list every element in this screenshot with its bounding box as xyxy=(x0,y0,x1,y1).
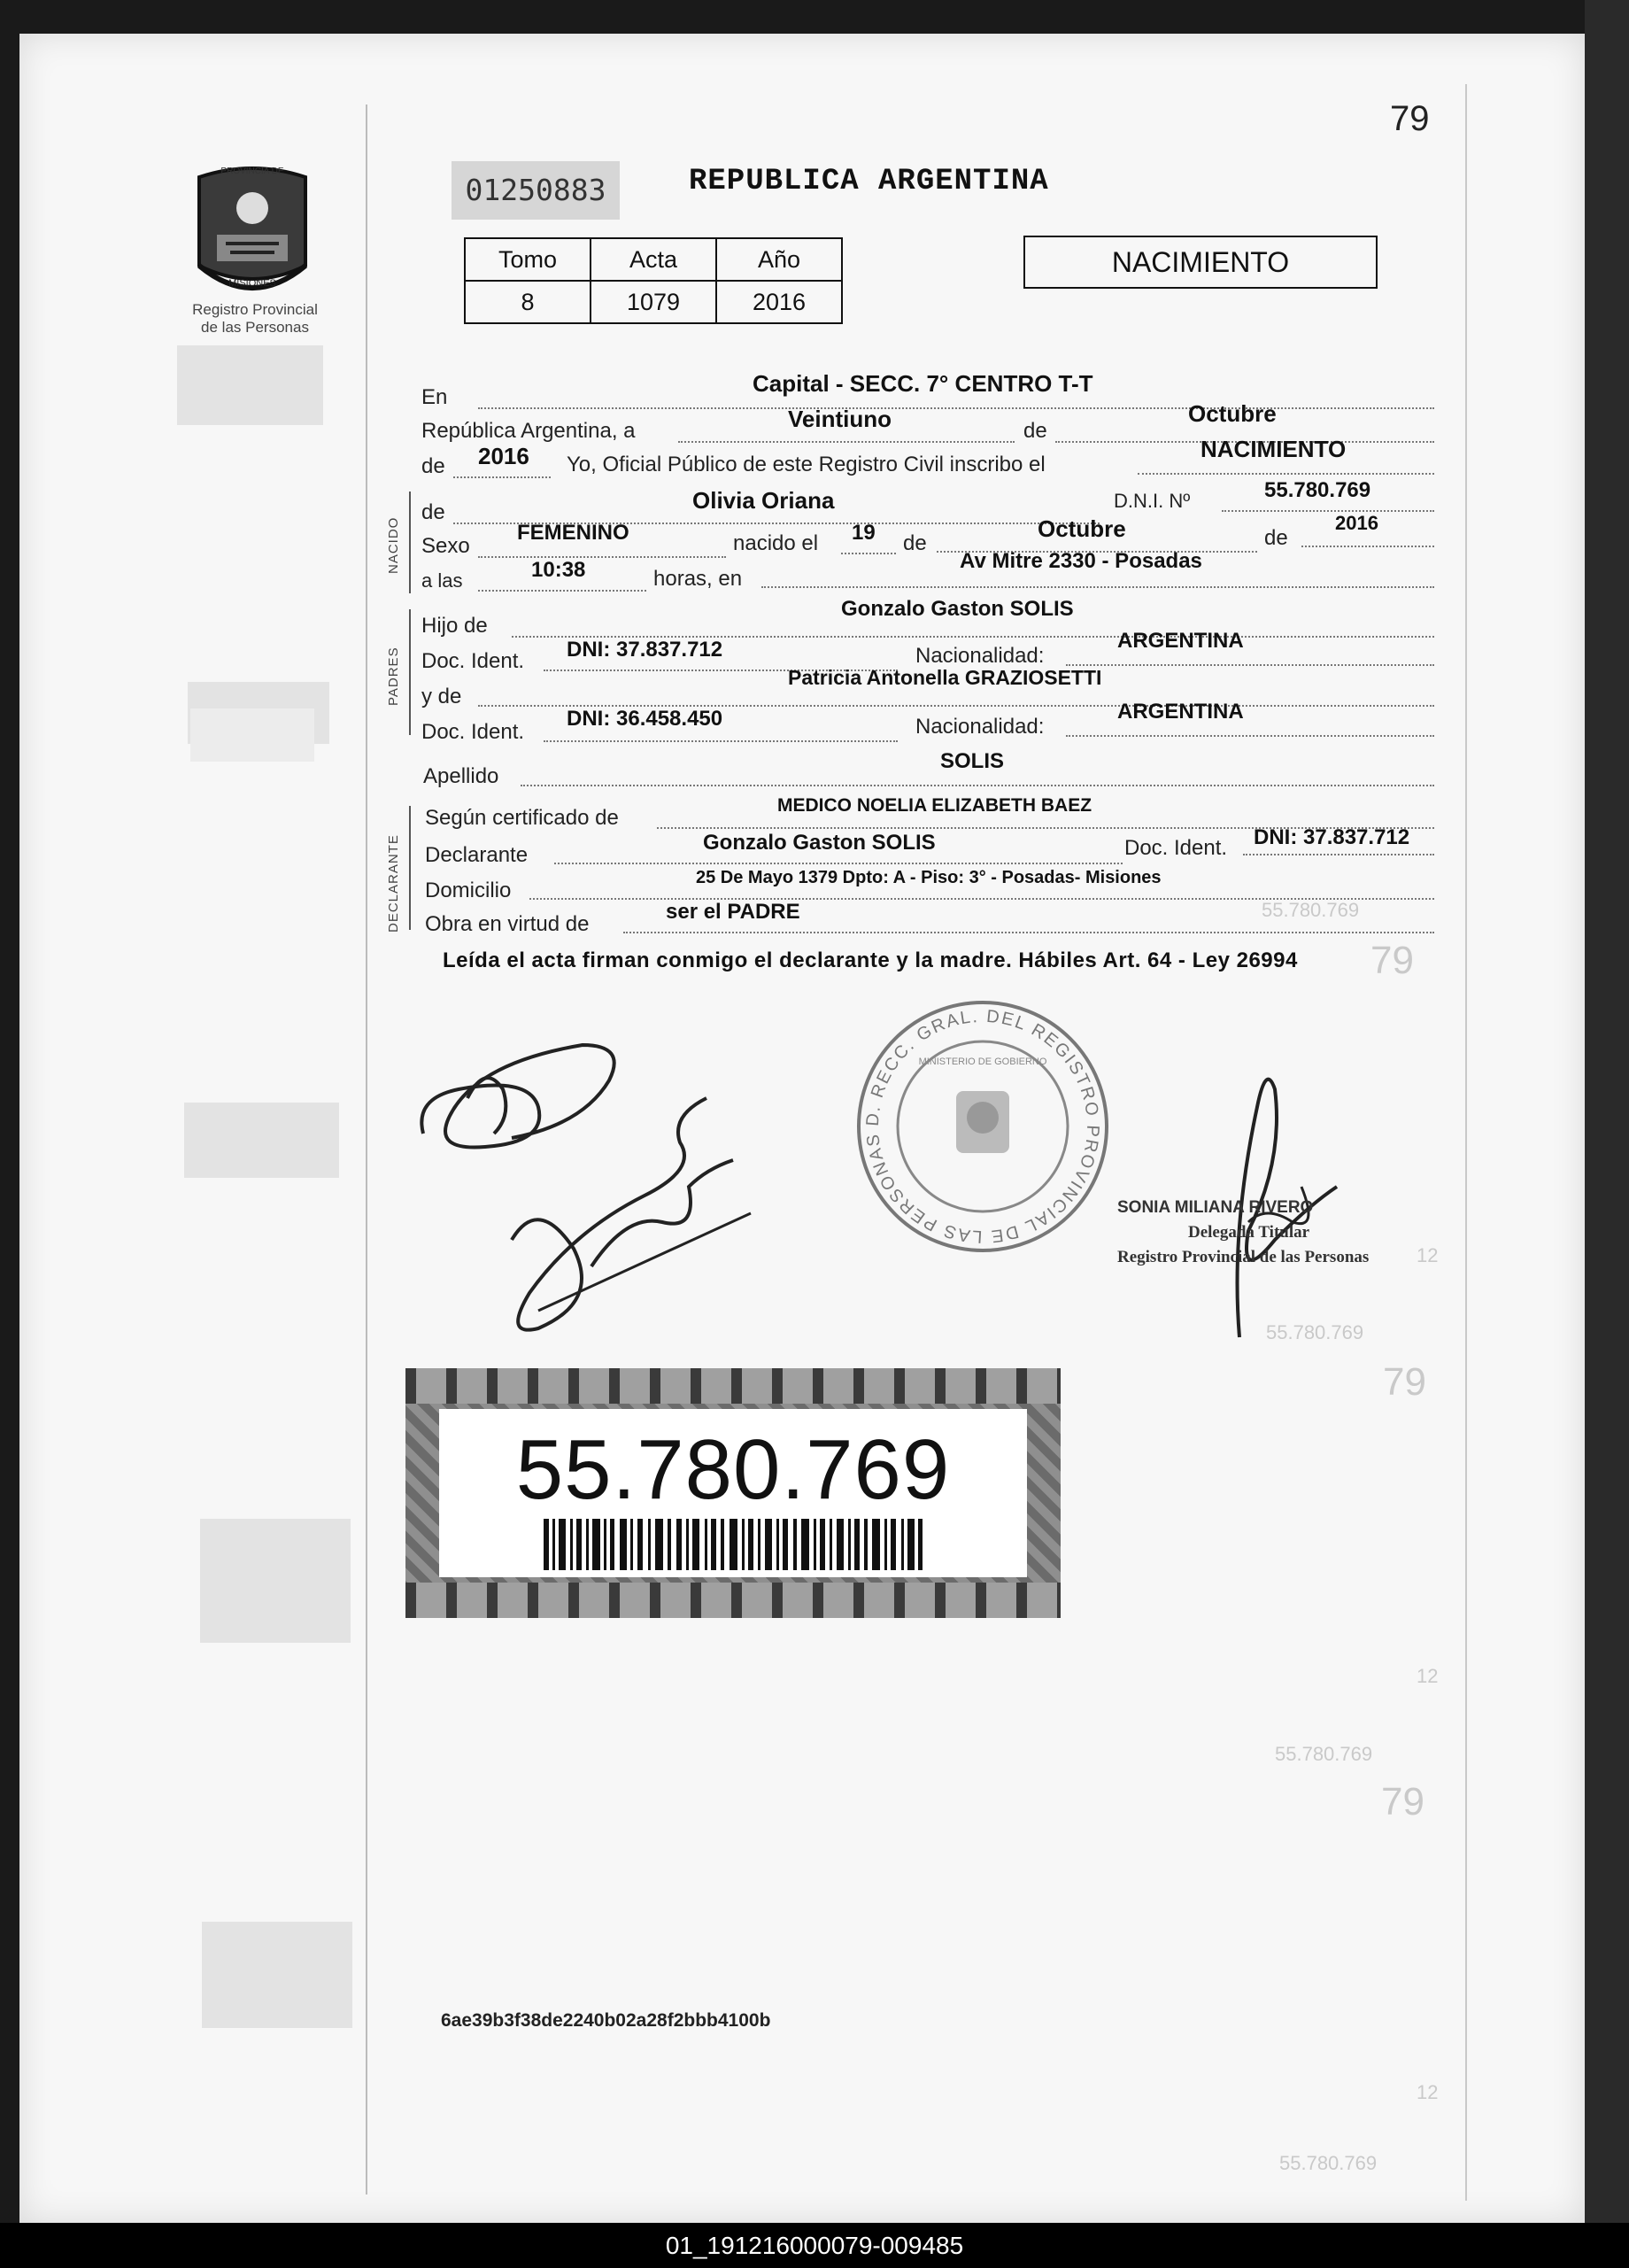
ghost-dni: 55.780.769 xyxy=(1262,899,1360,921)
doc-ident-label: Doc. Ident. xyxy=(421,720,525,744)
registry-table xyxy=(464,237,843,324)
official-office: Registro Provincial de las Personas xyxy=(1117,1248,1370,1266)
dotted-line xyxy=(1066,733,1434,737)
nacionalidad-label: Nacionalidad: xyxy=(915,715,1045,739)
registry-value-anio: 2016 xyxy=(716,281,842,323)
official-name: SONIA MILIANA RIVERO xyxy=(1117,1198,1314,1217)
padre-value: Gonzalo Gaston SOLIS xyxy=(841,597,1074,621)
scan-background-edge xyxy=(1585,0,1629,2223)
dotted-line xyxy=(623,930,1434,933)
ghost-number: 12 xyxy=(1417,1244,1439,1266)
dotted-line xyxy=(1301,544,1434,547)
nac1-value: ARGENTINA xyxy=(1117,629,1244,653)
obra-label: Obra en virtud de xyxy=(425,912,590,936)
section-label-nacido: NACIDO xyxy=(386,516,401,574)
doc1-value: DNI: 37.837.712 xyxy=(567,638,723,662)
dni-label: D.N.I. Nº xyxy=(1114,490,1191,512)
registry-header-acta: Acta xyxy=(591,238,716,281)
inscribo-label: Yo, Oficial Público de este Registro Civil inscribo el xyxy=(567,453,1046,476)
ghost-number: 12 xyxy=(1417,1665,1439,1687)
year-value: 2016 xyxy=(478,443,529,469)
dotted-line xyxy=(678,439,1015,443)
id-sticker xyxy=(405,1368,1061,1618)
day-value: Veintiuno xyxy=(788,406,892,432)
dotted-line xyxy=(521,783,1434,786)
dotted-line xyxy=(478,554,726,558)
sticker-border-bottom xyxy=(405,1583,1061,1618)
ghost-page-number: 79 xyxy=(1370,939,1414,982)
obra-value: ser el PADRE xyxy=(666,900,800,924)
nacionalidad-label: Nacionalidad: xyxy=(915,644,1045,668)
barcode xyxy=(544,1519,923,1570)
madre-value: Patricia Antonella GRAZIOSETTI xyxy=(788,666,1102,689)
certificado-value: MEDICO NOELIA ELIZABETH BAEZ xyxy=(777,795,1092,816)
apellido-label: Apellido xyxy=(423,764,499,788)
scan-footer-label: 01_191216000079-009485 xyxy=(0,2223,1629,2268)
declarante-label: Declarante xyxy=(425,843,529,867)
bleed-through-block xyxy=(184,1103,339,1178)
logo-caption-line: de las Personas xyxy=(201,319,309,336)
bleed-through-block xyxy=(202,1922,352,2028)
bleed-through-block xyxy=(177,345,323,425)
dotted-line xyxy=(1066,662,1434,666)
en-value: Capital - SECC. 7° CENTRO T-T xyxy=(753,370,1093,397)
domicilio-value: 25 De Mayo 1379 Dpto: A - Piso: 3° - Posadas- Misiones xyxy=(696,868,1162,887)
seal-ring-text: D. RECC. GRAL. DEL REGISTRO PROVINCIAL DE LAS PERSONAS xyxy=(862,1006,1103,1247)
nac-month-value: Octubre xyxy=(1038,515,1126,542)
logo-lettering-bottom: MISIONES xyxy=(228,278,276,289)
inscribo-value: NACIMIENTO xyxy=(1201,436,1347,462)
ghost-dni: 55.780.769 xyxy=(1275,1743,1373,1765)
serial-number: 01250883 xyxy=(452,161,620,220)
seal-inner-text: MINISTERIO DE GOBIERNO xyxy=(918,1057,1047,1067)
registry-value-acta: 1079 xyxy=(591,281,716,323)
right-margin-line xyxy=(1465,84,1467,2201)
document-hash: 6ae39b3f38de2240b02a28f2bbb4100b xyxy=(441,2010,771,2031)
de-label: de xyxy=(1023,419,1047,443)
nac-day-value: 19 xyxy=(852,521,876,545)
ghost-page-number: 79 xyxy=(1383,1360,1426,1404)
de-label: de xyxy=(421,500,445,524)
official-seal xyxy=(850,994,1116,1259)
ghost-number: 12 xyxy=(1417,2081,1439,2103)
nacido-label: nacido el xyxy=(733,531,819,555)
doc-ident-label: Doc. Ident. xyxy=(421,649,525,673)
yde-label: y de xyxy=(421,685,462,708)
hora-value: 10:38 xyxy=(531,558,586,582)
month-value: Octubre xyxy=(1188,400,1277,427)
bleed-through-block xyxy=(190,708,314,762)
section-label-padres: PADRES xyxy=(386,646,401,706)
en-label: En xyxy=(421,385,448,409)
nac-year-value: 2016 xyxy=(1335,512,1378,534)
declarante-value: Gonzalo Gaston SOLIS xyxy=(703,831,936,855)
left-margin-line xyxy=(366,104,367,2194)
sticker-border-top xyxy=(405,1368,1061,1404)
dotted-line xyxy=(453,475,551,478)
declarante-bracket xyxy=(409,806,411,930)
de-label: de xyxy=(903,531,927,555)
official-title: Delegada Titular xyxy=(1188,1223,1310,1242)
doc-ident-label: Doc. Ident. xyxy=(1124,836,1228,860)
page-number: 79 xyxy=(1390,99,1430,138)
dotted-line xyxy=(1222,508,1434,512)
nac2-value: ARGENTINA xyxy=(1117,700,1244,724)
ghost-page-number: 79 xyxy=(1381,1780,1424,1823)
bleed-through-block xyxy=(200,1519,351,1643)
registry-header-tomo: Tomo xyxy=(465,238,591,281)
official-stamp xyxy=(1117,1196,1369,1270)
sticker-number: 55.780.769 xyxy=(515,1422,951,1517)
signature-mother xyxy=(485,1089,768,1346)
apellido-value: SOLIS xyxy=(940,749,1005,773)
dni-value: 55.780.769 xyxy=(1264,478,1371,502)
dotted-line xyxy=(478,406,1434,409)
doc3-value: DNI: 37.837.712 xyxy=(1254,825,1410,849)
hijo-label: Hijo de xyxy=(421,614,488,638)
registry-header-anio: Año xyxy=(716,238,842,281)
dotted-line xyxy=(761,584,1434,588)
doc2-value: DNI: 36.458.450 xyxy=(567,707,723,731)
alas-label: a las xyxy=(421,569,463,592)
domicilio-label: Domicilio xyxy=(425,879,512,902)
logo-caption xyxy=(175,301,335,337)
nacido-bracket xyxy=(409,492,411,593)
ghost-dni: 55.780.769 xyxy=(1266,1321,1364,1343)
horas-label: horas, en xyxy=(653,567,743,591)
registry-value-tomo: 8 xyxy=(465,281,591,323)
de-label: de xyxy=(1264,526,1288,550)
republica-label: República Argentina, a xyxy=(421,419,636,443)
de-label: de xyxy=(421,454,445,478)
dotted-line xyxy=(841,551,896,554)
act-type-box: NACIMIENTO xyxy=(1023,236,1378,289)
dotted-line xyxy=(554,861,1123,864)
certificado-label: Según certificado de xyxy=(425,806,619,830)
sexo-label: Sexo xyxy=(421,534,470,558)
section-label-declarante: DECLARANTE xyxy=(386,834,401,933)
dotted-line xyxy=(478,588,646,592)
legal-text: Leída el acta firman conmigo el declarante y la madre. Hábiles Art. 64 - Ley 26994 xyxy=(443,948,1298,972)
country-heading: REPUBLICA ARGENTINA xyxy=(689,165,1049,198)
dotted-line xyxy=(1138,471,1434,475)
nombre-value: Olivia Oriana xyxy=(692,487,835,514)
lugar-value: Av Mitre 2330 - Posadas xyxy=(960,549,1202,573)
logo-lettering-top: PROVINCIA DE xyxy=(220,166,284,176)
sexo-value: FEMENINO xyxy=(517,521,629,545)
logo-caption-line: Registro Provincial xyxy=(192,301,318,318)
padres-bracket xyxy=(409,609,411,735)
sticker-label xyxy=(439,1409,1027,1577)
ghost-dni: 55.780.769 xyxy=(1279,2152,1378,2174)
dotted-line xyxy=(544,739,898,742)
dotted-line xyxy=(1243,852,1434,855)
